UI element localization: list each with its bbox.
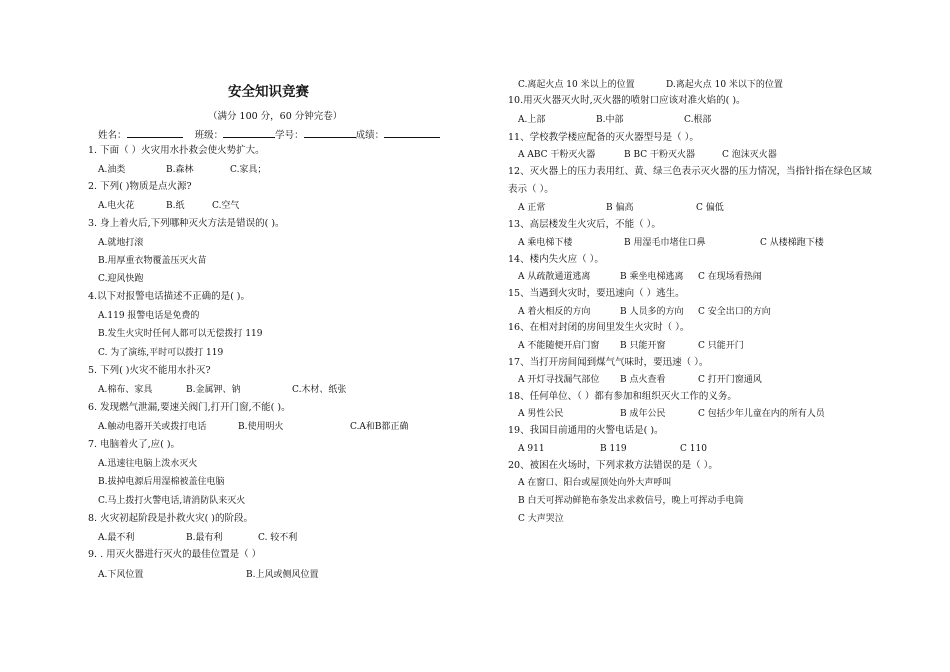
question-1: 1. 下面（ ）火灾用水扑救会使火势扩大。 bbox=[88, 145, 265, 156]
question-9-option-b: B.上风或侧风位置 bbox=[246, 570, 319, 580]
score-label: 成绩： bbox=[355, 130, 385, 141]
question-3-option-c: C.迎风快跑 bbox=[98, 274, 144, 284]
question-11-option-c: C 泡沫灭火器 bbox=[722, 150, 777, 160]
question-6: 6. 发现燃气泄漏,要速关阀门,打开门窗,不能( )。 bbox=[88, 402, 291, 413]
question-7-option-b: B.拔掉电源后用湿棉被盖住电脑 bbox=[98, 477, 225, 487]
question-1-option-a: A.油类 bbox=[98, 165, 126, 175]
question-8-option-b: B.最有利 bbox=[186, 533, 223, 543]
question-5: 5. 下列( )火灾不能用水扑灭? bbox=[88, 365, 211, 376]
question-7-option-a: A.迅速往电脑上泼水灭火 bbox=[98, 459, 198, 469]
question-18: 18、任何单位、（ ）都有参加和组织灭火工作的义务。 bbox=[508, 391, 737, 402]
question-19-option-a: A 911 bbox=[518, 444, 545, 454]
student-info-line bbox=[98, 127, 440, 141]
question-14: 14、楼内失火应（ ）。 bbox=[508, 254, 604, 265]
question-2: 2. 下列( )物质是点火源? bbox=[88, 181, 192, 192]
question-16: 16、在相对封闭的房间里发生火灾时（ ）。 bbox=[508, 322, 690, 333]
question-11-option-b: B BC 干粉灭火器 bbox=[624, 150, 696, 160]
question-1-option-c: C.家具； bbox=[230, 165, 267, 175]
question-14-option-c: C 在现场看热闹 bbox=[698, 272, 762, 282]
question-4-option-b: B.发生火灾时任何人都可以无偿拨打 119 bbox=[98, 329, 263, 339]
question-9-option-a: A.下风位置 bbox=[98, 570, 144, 580]
score-blank[interactable] bbox=[384, 128, 440, 138]
question-14-option-b: B 乘坐电梯逃离 bbox=[620, 272, 684, 282]
question-11: 11、学校教学楼应配备的灭火器型号是（ ）。 bbox=[508, 132, 699, 143]
question-16-option-b: B 只能开窗 bbox=[620, 341, 666, 351]
question-16-option-c: C 只能开门 bbox=[698, 341, 744, 351]
question-1-option-b: B.森林 bbox=[166, 165, 194, 175]
class-label: 班级： bbox=[194, 130, 224, 141]
question-15-option-c: C 安全出口的方向 bbox=[698, 307, 771, 317]
question-15-option-a: A 着火相反的方向 bbox=[518, 307, 591, 317]
question-4-option-c: C. 为了演练,平时可以拨打 119 bbox=[98, 348, 224, 358]
name-label: 姓名： bbox=[98, 130, 127, 141]
question-15-option-b: B 人员多的方向 bbox=[620, 307, 684, 317]
question-18-option-a: A 男性公民 bbox=[518, 409, 564, 419]
question-20-option-c: C 大声哭泣 bbox=[518, 514, 564, 524]
question-10-option-c: C.根部 bbox=[684, 115, 712, 125]
question-17-option-b: B 点火查看 bbox=[620, 375, 666, 385]
question-16-option-a: A 不能随便开启门窗 bbox=[518, 341, 600, 351]
question-6-option-b: B.使用明火 bbox=[238, 422, 284, 432]
question-2-option-b: B.纸 bbox=[166, 201, 185, 211]
question-3: 3. 身上着火后,下列哪种灭火方法是错误的( )。 bbox=[88, 218, 285, 229]
question-12-option-c: C 偏低 bbox=[696, 203, 724, 213]
question-12-option-a: A 正常 bbox=[518, 203, 546, 213]
question-17-option-a: A 开灯寻找漏气部位 bbox=[518, 375, 600, 385]
question-8-option-c: C. 较不利 bbox=[258, 533, 298, 543]
question-20-option-a: A 在窗口、阳台或屋顶处向外大声呼叫 bbox=[518, 478, 672, 488]
question-19-option-b: B 119 bbox=[600, 444, 627, 454]
question-10: 10.用灭火器灭火时,灭火器的喷射口应该对准火焰的( )。 bbox=[508, 95, 746, 106]
question-5-option-b: B.金属钾、钠 bbox=[186, 385, 241, 395]
question-6-option-a: A.触动电器开关或拨打电话 bbox=[98, 422, 207, 432]
question-11-option-a: A ABC 干粉灭火器 bbox=[518, 150, 596, 160]
question-20: 20、被困在火场时，下列求救方法错误的是（ ）。 bbox=[508, 460, 718, 471]
question-17-option-c: C 打开门窗通风 bbox=[698, 375, 762, 385]
question-12: 12、灭火器上的压力表用红、黄、绿三色表示灭火器的压力情况，当指针指在绿色区域 bbox=[508, 166, 872, 177]
question-7: 7. 电脑着火了,应( )。 bbox=[88, 439, 181, 450]
question-18-option-b: B 成年公民 bbox=[620, 409, 666, 419]
question-3-option-b: B.用厚重衣物覆盖压灭火苗 bbox=[98, 256, 207, 266]
question-7-option-c: C.马上拨打火警电话,请消防队来灭火 bbox=[98, 496, 246, 506]
question-8: 8. 火灾初起阶段是扑救火灾( )的阶段。 bbox=[88, 513, 254, 524]
question-2-option-a: A.电火花 bbox=[98, 201, 135, 211]
question-5-option-a: A.棉布、家具 bbox=[98, 385, 153, 395]
student-id-label: 学号： bbox=[275, 130, 304, 141]
question-13-option-c: C 从楼梯跑下楼 bbox=[760, 238, 824, 248]
page-subtitle: （满分 100 分，60 分钟完卷） bbox=[208, 111, 343, 122]
question-2-option-c: C.空气 bbox=[212, 201, 240, 211]
question-10-option-a: A.上部 bbox=[518, 115, 546, 125]
question-6-option-c: C.A和B都正确 bbox=[350, 422, 409, 432]
question-13: 13、高层楼发生火灾后，不能（ ）。 bbox=[508, 219, 661, 230]
question-3-option-a: A.就地打滚 bbox=[98, 238, 144, 248]
name-blank[interactable] bbox=[127, 128, 183, 138]
question-13-option-b: B 用湿毛巾堵住口鼻 bbox=[624, 238, 706, 248]
question-4-option-a: A.119 报警电话是免费的 bbox=[98, 311, 200, 321]
question-9: 9. . 用灭火器进行灭火的最佳位置是（ ） bbox=[88, 549, 262, 560]
question-4: 4.以下对报警电话描述不正确的是( )。 bbox=[88, 291, 250, 302]
question-17: 17、当打开房间闻到煤气气味时，要迅速（ ）。 bbox=[508, 357, 709, 368]
question-19-option-c: C 110 bbox=[680, 444, 707, 454]
question-9-option-d: D.离起火点 10 米以下的位置 bbox=[666, 80, 783, 90]
question-10-option-b: B.中部 bbox=[596, 115, 624, 125]
question-8-option-a: A.最不利 bbox=[98, 533, 135, 543]
question-14-option-a: A 从疏散通道逃离 bbox=[518, 272, 591, 282]
question-12-cont: 表示（ ）。 bbox=[508, 184, 554, 195]
question-12-option-b: B 偏高 bbox=[606, 203, 634, 213]
page-title: 安全知识竞赛 bbox=[228, 84, 309, 100]
question-15: 15、当遇到火灾时，要迅速向（ ）逃生。 bbox=[508, 288, 685, 299]
question-5-option-c: C.木材、纸张 bbox=[292, 385, 347, 395]
question-13-option-a: A 乘电梯下楼 bbox=[518, 238, 573, 248]
question-9-option-c: C.离起火点 10 米以上的位置 bbox=[518, 80, 635, 90]
class-blank[interactable] bbox=[223, 128, 275, 138]
question-18-option-c: C 包括少年儿童在内的所有人员 bbox=[698, 409, 825, 419]
student-id-blank[interactable] bbox=[304, 128, 356, 138]
question-20-option-b: B 白天可挥动鲜艳布条发出求救信号，晚上可挥动手电筒 bbox=[518, 496, 744, 506]
question-19: 19、我国目前通用的火警电话是( )。 bbox=[508, 425, 664, 436]
